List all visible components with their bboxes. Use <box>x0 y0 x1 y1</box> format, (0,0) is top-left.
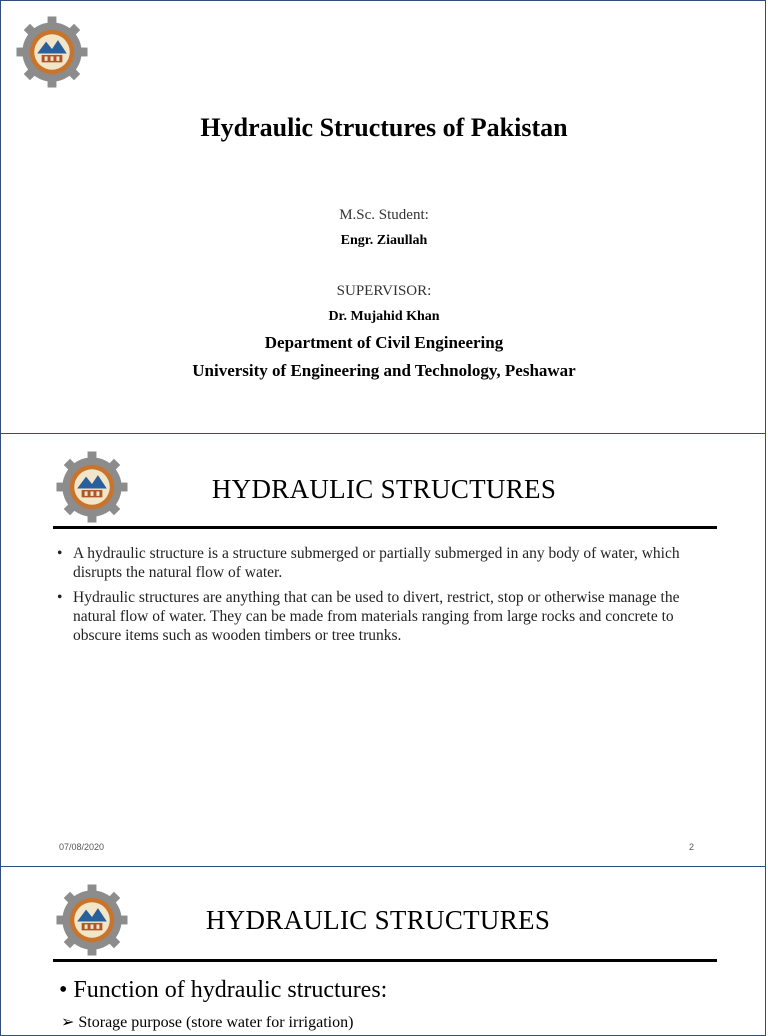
list-item <box>57 588 697 645</box>
bullet-list <box>57 544 697 651</box>
slide-heading: HYDRAULIC STRUCTURES <box>205 905 551 935</box>
supervisor-name: Dr. Mujahid Khan <box>328 309 440 324</box>
bullet-dot-icon: • <box>57 545 63 562</box>
bullet-dot-icon: • <box>57 589 63 606</box>
heading-rule <box>53 526 717 529</box>
sub-list-item <box>61 1012 353 1032</box>
heading-rule <box>53 959 717 962</box>
slide-heading: HYDRAULIC STRUCTURES <box>211 474 557 504</box>
slide-date: 07/08/2020 <box>59 842 105 852</box>
student-role-label: M.Sc. Student: <box>339 207 429 223</box>
bullet-text: Function of hydraulic structures: <box>73 977 388 1003</box>
definition-slide <box>0 433 766 867</box>
university-logo-icon <box>15 15 89 89</box>
bullet-text: A hydraulic structure is a structure submerged or partially submerged in any body of water, which disrupts the natural flow of water. <box>73 545 680 581</box>
list-item <box>59 977 387 1004</box>
bullet-text: Hydraulic structures are anything that can be used to divert, restrict, stop or otherwise manage the natural flow of water. They can be made from materials ranging from large rocks and concrete to obscure items such as wooden timbers or tree trunks. <box>73 589 680 644</box>
student-name: Engr. Ziaullah <box>340 233 428 248</box>
supervisor-role-label: SUPERVISOR: <box>336 283 432 299</box>
title-slide <box>0 0 766 434</box>
list-item <box>57 544 697 582</box>
function-slide <box>0 866 766 1036</box>
bullet-dot-icon: • <box>59 977 68 1003</box>
university-name: University of Engineering and Technology, Peshawar <box>192 361 576 380</box>
presentation-title: Hydraulic Structures of Pakistan <box>200 113 568 142</box>
arrowhead-bullet-icon: ➢ <box>61 1014 75 1031</box>
sub-bullet-text: Storage purpose (store water for irrigation) <box>78 1014 354 1031</box>
slide-page-number: 2 <box>689 842 695 852</box>
department-name: Department of Civil Engineering <box>264 333 504 352</box>
